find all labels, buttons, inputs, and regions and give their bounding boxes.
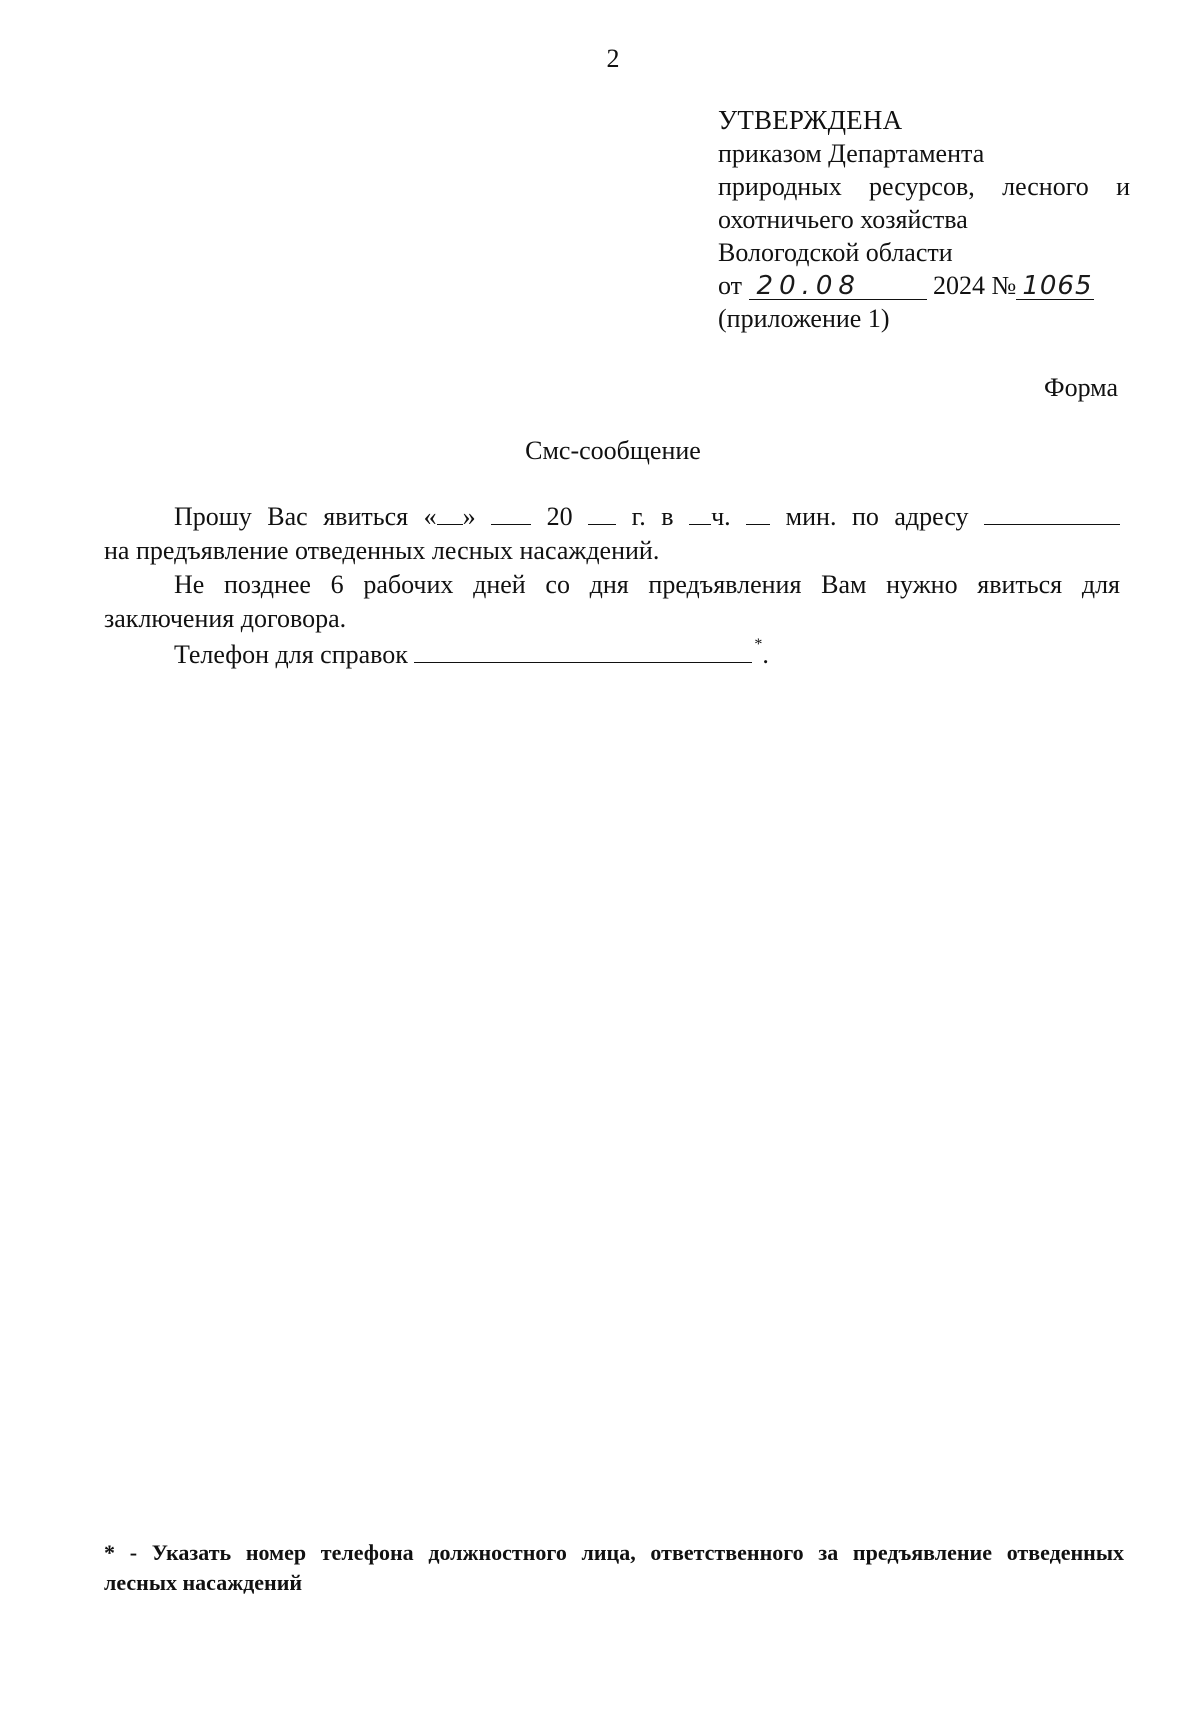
- appendix-label: (приложение 1): [718, 304, 890, 333]
- approval-block: [718, 104, 1130, 335]
- month-blank: [491, 498, 531, 525]
- text-year-prefix: 20: [546, 502, 573, 531]
- text-minutes-address: мин. по адресу: [785, 502, 969, 531]
- handwritten-number: 1065: [1016, 273, 1094, 300]
- approval-line-department: природных ресурсов, лесного и: [718, 172, 1130, 201]
- form-label: Форма: [1044, 373, 1118, 402]
- date-prefix: от: [718, 271, 743, 300]
- approval-date-line: [718, 269, 1130, 302]
- footnote-line1: * - Указать номер телефона должностного лица, ответственного за предъявление отведенных: [104, 1540, 1124, 1565]
- paragraph-deadline-line2: заключения договора.: [104, 604, 347, 633]
- phone-label: Телефон для справок: [174, 640, 408, 669]
- year: 2024: [933, 271, 986, 300]
- text-hours: ч.: [711, 502, 731, 531]
- approval-line-region: Вологодской области: [718, 238, 953, 267]
- footnote-marker: *: [754, 636, 763, 653]
- approval-line-order: приказом Департамента: [718, 139, 985, 168]
- day-blank: [437, 498, 463, 525]
- phone-period: .: [762, 640, 769, 669]
- approval-heading: УТВЕРЖДЕНА: [718, 105, 903, 135]
- number-sign: №: [991, 271, 1017, 300]
- paragraph-appointment: [104, 498, 1120, 534]
- year-blank: [588, 498, 616, 525]
- document-body: [104, 498, 1120, 676]
- hour-blank: [689, 498, 711, 525]
- document-title: Смс-сообщение: [525, 436, 701, 465]
- approval-line-hunting: охотничьего хозяйства: [718, 205, 968, 234]
- address-blank: [984, 498, 1120, 525]
- footnote: [104, 1538, 1124, 1598]
- page-number: 2: [606, 44, 620, 73]
- minute-blank: [746, 498, 770, 525]
- paragraph-phone: [104, 636, 1120, 676]
- footnote-line2: лесных насаждений: [104, 1570, 303, 1595]
- text-year-at: г. в: [631, 502, 674, 531]
- paragraph-appointment-line2: на предъявление отведенных лесных насаждений.: [104, 536, 660, 565]
- text-quote-close: »: [462, 502, 476, 531]
- text-request: Прошу Вас явиться «: [174, 502, 437, 531]
- handwritten-date: 20.08: [749, 273, 927, 300]
- phone-blank: [414, 636, 752, 663]
- paragraph-deadline: Не позднее 6 рабочих дней со дня предъявления Вам нужно явиться для: [174, 570, 1120, 599]
